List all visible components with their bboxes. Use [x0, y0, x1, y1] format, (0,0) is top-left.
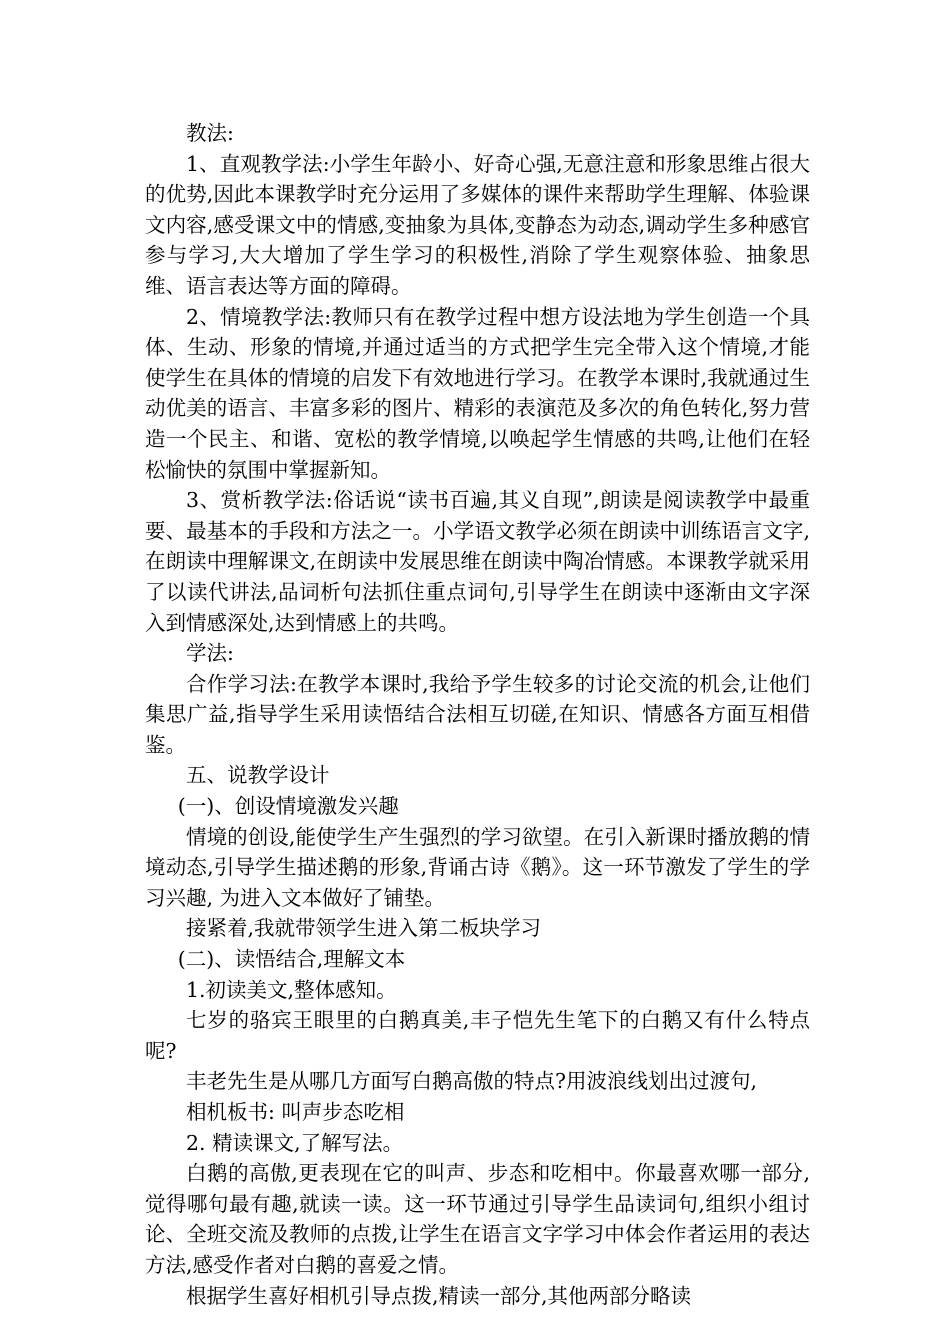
document-body	[145, 118, 810, 1311]
paragraph-second-section: 接紧着,我就带领学生进入第二板块学习	[186, 916, 542, 941]
subheading-read-understand: (二)、读悟结合,理解文本	[177, 947, 406, 972]
heading-learning-methods: 学法:	[186, 641, 234, 666]
paragraph-blackboard: 相机板书: 叫声步态吃相	[186, 1100, 405, 1124]
paragraph-cooperative-learning: 合作学习法:在教学本课时,我给予学生较多的讨论交流的机会,让他们集思广益,指导学生采用读悟结合法相互切磋,在知识、情感各方面互相借鉴。	[145, 671, 810, 757]
paragraph-intuitive-method: 1、直观教学法:小学生年龄小、好奇心强,无意注意和形象思维占很大的优势,因此本课教学时充分运用了多媒体的课件来帮助学生理解、体验课文内容,感受课文中的情感,变抽象为具体,变静态为动态,调动学生多种感官参与学习,大大增加了学生学习的积极性,消除了学生观察体验、抽象思维、语言表达等方面的障碍。	[145, 151, 810, 298]
paragraph-question-aspects: 丰老先生是从哪几方面写白鹅高傲的特点?用波浪线划出过渡句,	[186, 1069, 758, 1094]
paragraph-guidance: 根据学生喜好相机引导点拨,精读一部分,其他两部分略读	[186, 1283, 692, 1308]
step-close-reading: 2. 精读课文,了解写法。	[186, 1130, 404, 1155]
paragraph-question-features: 七岁的骆宾王眼里的白鹅真美,丰子恺先生笔下的白鹅又有什么特点呢?	[145, 1008, 810, 1063]
paragraph-situation-creation: 情境的创设,能使学生产生强烈的学习欲望。在引入新课时播放鹅的情境动态,引导学生描述鹅的形象,背诵古诗《鹅》。这一环节激发了学生的学习兴趣, 为进入文本做好了铺垫。	[145, 824, 810, 910]
heading-teaching-methods: 教法:	[186, 121, 234, 145]
paragraph-goose-pride: 白鹅的高傲,更表现在它的叫声、步态和吃相中。你最喜欢哪一部分,觉得哪句最有趣,就读一读。这一环节通过引导学生品读词句,组织小组讨论、全班交流及教师的点拨,让学生在语言文字学习中体会作者运用的表达方法,感受作者对白鹅的喜爱之情。	[145, 1161, 810, 1277]
subheading-create-situation: (一)、创设情境激发兴趣	[177, 794, 399, 819]
paragraph-situational-method: 2、情境教学法:教师只有在教学过程中想方设法地为学生创造一个具体、生动、形象的情境,并通过适当的方式把学生完全带入这个情境,才能使学生在具体的情境的启发下有效地进行学习。在教学本课时,我就通过生动优美的语言、丰富多彩的图片、精彩的表演范及多次的角色转化,努力营造一个民主、和谐、宽松的教学情境,以唤起学生情感的共鸣,让他们在轻松愉快的氛围中掌握新知。	[145, 304, 810, 482]
step-first-reading: 1.初读美文,整体感知。	[186, 977, 397, 1002]
heading-teaching-design: 五、说教学设计	[186, 763, 330, 788]
paragraph-appreciation-method: 3、赏析教学法:俗话说“读书百遍,其义自现”,朗读是阅读教学中最重要、最基本的手段和方法之一。小学语文教学必须在朗读中训练语言文字,在朗读中理解课文,在朗读中发展思维在朗读中陶冶情感。本课教学就采用了以读代讲法,品词析句法抓住重点词句,引导学生在朗读中逐渐由文字深入到情感深处,达到情感上的共鸣。	[145, 488, 810, 635]
